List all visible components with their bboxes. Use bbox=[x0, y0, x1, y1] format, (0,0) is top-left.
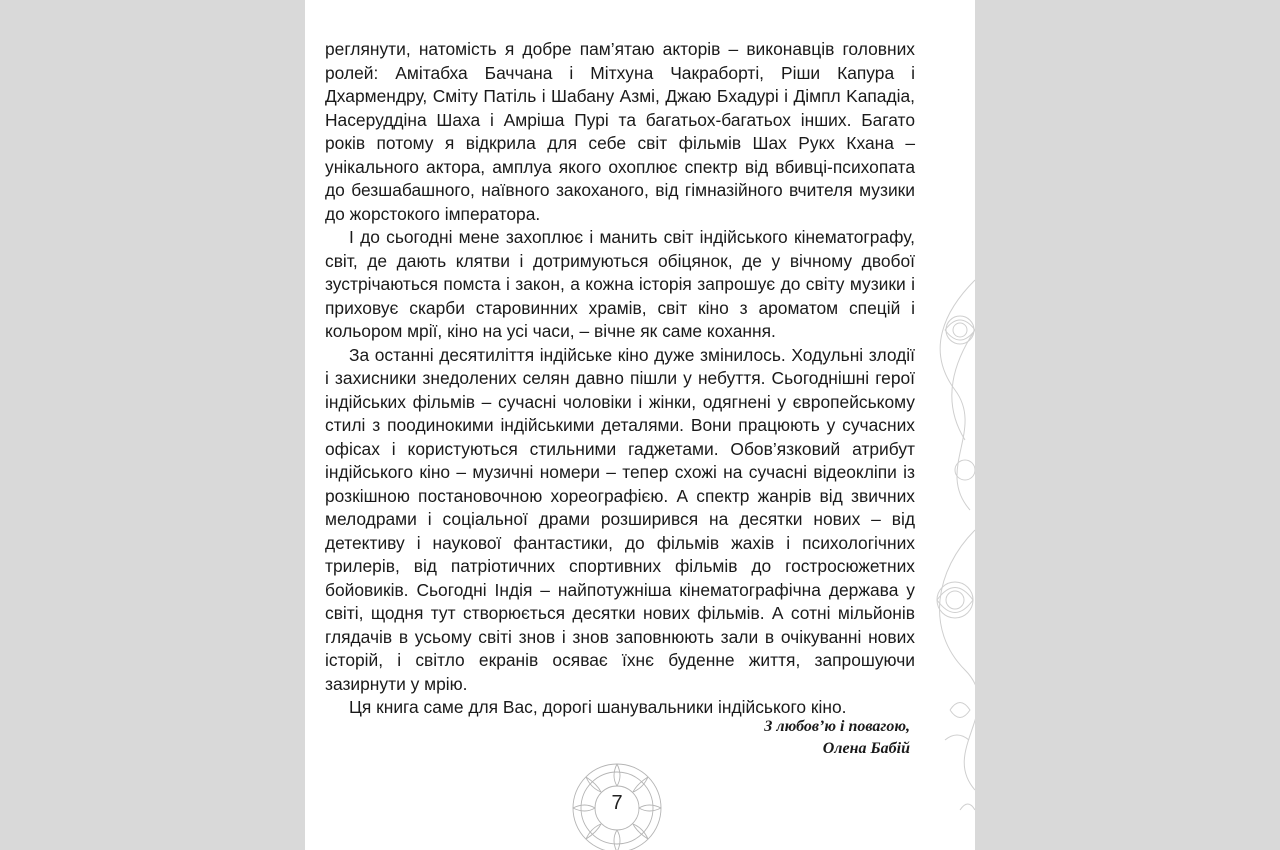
book-page bbox=[305, 0, 975, 850]
paragraph: За останні десятиліття індійське кіно дуже змінилось. Ходульні злодії і захисники знедолених селян давно пішли у небуття. Сьогоднішні герої індійських фільмів – сучасні чоловіки і жінки, одягнені у європейському стилі з поодинокими індійськими деталями. Вони працюють у сучасних офісах і користуються стильними гаджетами. Обов’язковий атрибут індійського кіно – музичні номери – тепер схожі на сучасні відеокліпи із розкішною постановочною хореографією. А спектр жанрів від звичних мелодрами і соціальної драми розширився на десятки нових – від детективу і наукової фантастики, до фільмів жахів і психологічних трилерів, від патріотичних спортивних фільмів до гостросюжетних бойовиків. Сьогодні Індія – найпотужніша кінематографічна держава у світі, щодня тут створюється десятки нових фільмів. А сотні мільйонів глядачів в усьому світі знов і знов заповнюють зали в очікуванні нових історій, і світло екранів осяває їхнє буденне життя, запрошуючи зазирнути у мрію. bbox=[325, 344, 915, 694]
signature-author: Олена Бабій bbox=[822, 740, 910, 757]
page-number-area bbox=[563, 758, 671, 850]
signature bbox=[764, 716, 910, 760]
paragraph: Ця книга саме для Вас, дорогі шанувальники індійського кіно. bbox=[349, 697, 847, 717]
paragraph: реглянути, натомість я добре пам’ятаю акторів – виконавців головних ролей: Амітабха Баччана і Мітхуна Чакраборті, Ріши Капура і Дхармендру, Сміту Патіль і Шабану Азмі, Джаю Бхадурі і Дімпл Kападіа, Насеруддіна Шаха і Амріша Пурі та багатьох-багатьох інших. Багато років потому я відкрила для себе світ фільмів Шах Рукх Кхана – унікального актора, амплуа якого охоплює спектр від вбивці-психопата до безшабашного, наївного закоханого, від гімназійного вчителя музики до жорстокого імператора. bbox=[325, 39, 915, 224]
floral-ornament-icon bbox=[915, 270, 975, 850]
signature-line: З любов’ю і повагою, bbox=[764, 718, 910, 735]
page-number: 7 bbox=[611, 792, 623, 814]
paragraph: І до сьогодні мене захоплює і манить світ індійського кінематографу, світ, де дають клятви і дотримуються обіцянок, де у вічному двобої зустрічаються помста і закон, а кожна історія запрошує до світу музики і приховує скарби старовинних храмів, світ кіно з ароматом спецій і кольором мрії, кіно на усі часи, – вічне як саме кохання. bbox=[325, 227, 915, 341]
main-text bbox=[325, 38, 915, 720]
